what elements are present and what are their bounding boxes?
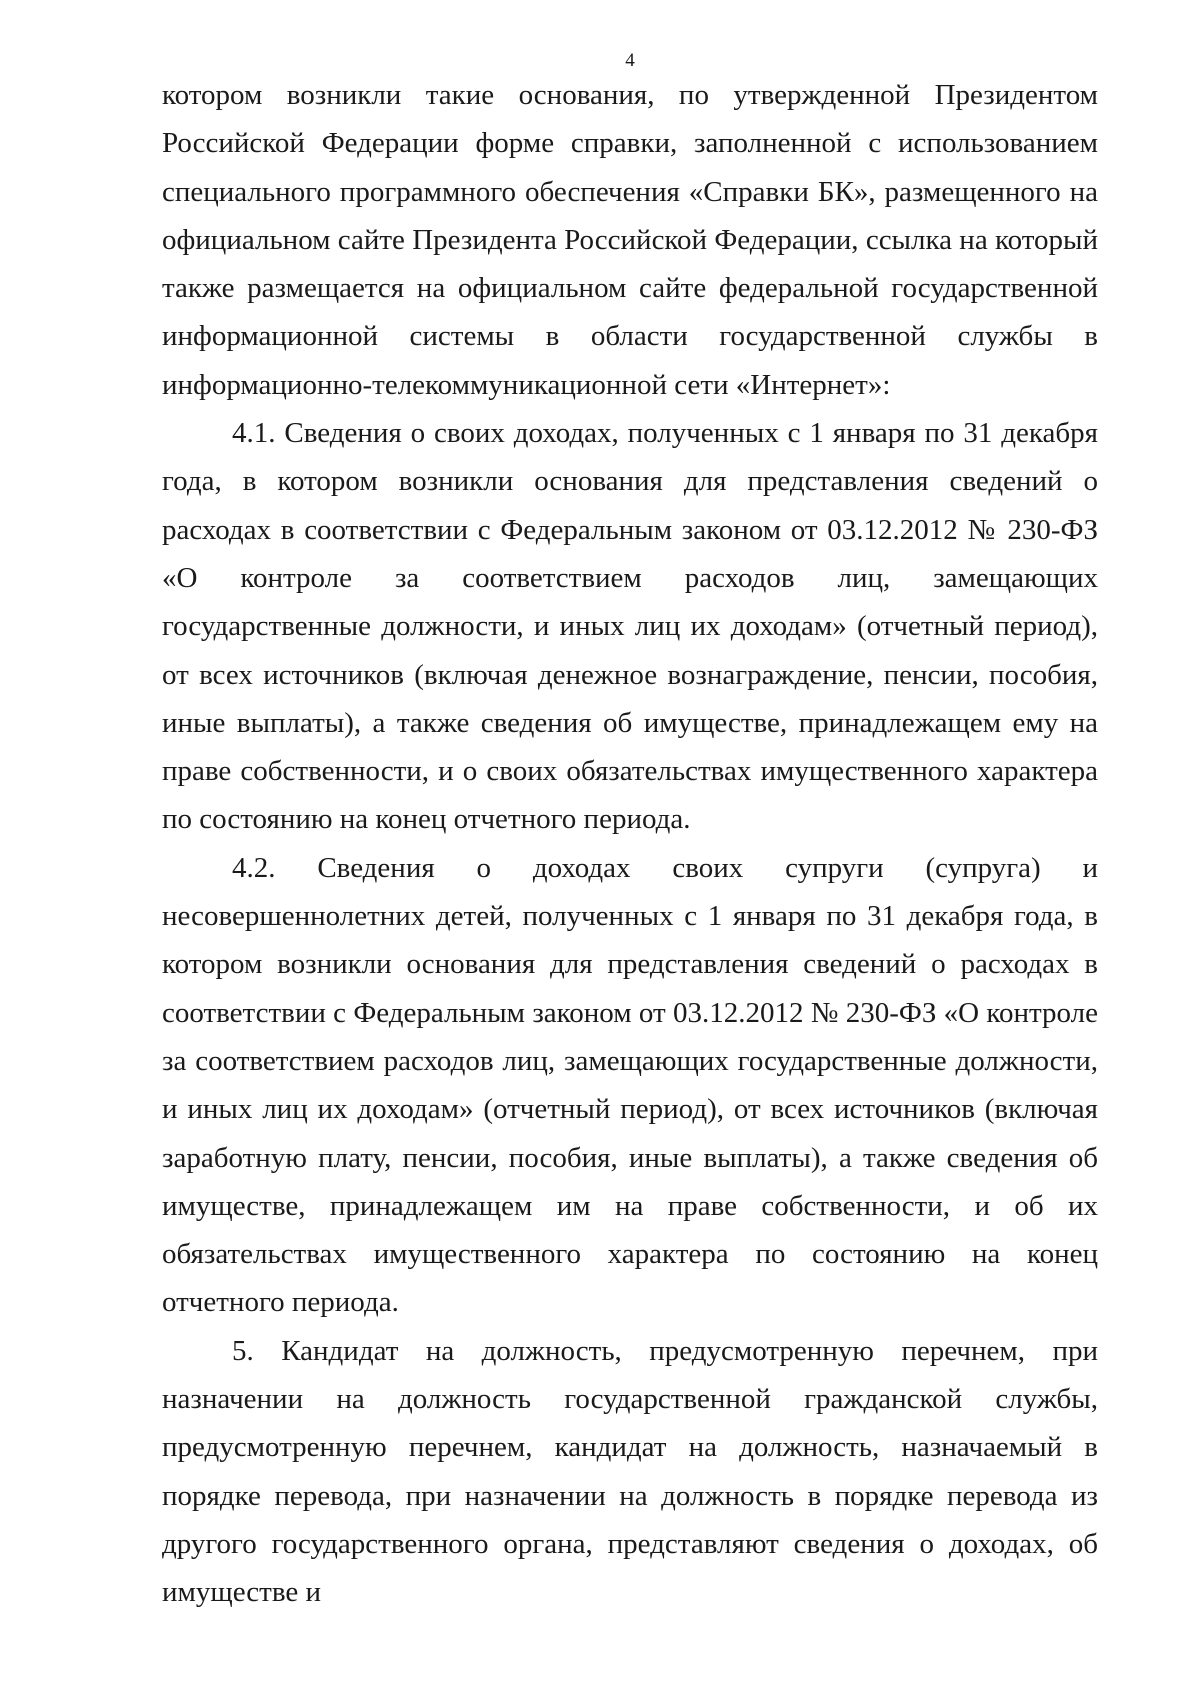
document-body — [162, 71, 1098, 1617]
page-number: 4 — [625, 50, 635, 71]
paragraph-4-1: 4.1. Сведения о своих доходах, полученных с 1 января по 31 декабря года, в котором возникли основания для представления сведений о расходах в соответствии с Федеральным законом от 03.12.2012 № 230-ФЗ «О контроле за соответствием расходов лиц, замещающих государственные должности, и иных лиц их доходам» (отчетный период), от всех источников (включая денежное вознаграждение, пенсии, пособия, иные выплаты), а также сведения об имуществе, принадлежащем ему на праве собственности, и о своих обязательствах имущественного характера по состоянию на конец отчетного периода. — [162, 417, 1098, 836]
paragraph-4-2: 4.2. Сведения о доходах своих супруги (супруга) и несовершеннолетних детей, полученных с 1 января по 31 декабря года, в котором возникли основания для представления сведений о расходах в соответствии с Федеральным законом от 03.12.2012 № 230-ФЗ «О контроле за соответствием расходов лиц, замещающих государственные должности, и иных лиц их доходам» (отчетный период), от всех источников (включая заработную плату, пенсии, пособия, иные выплаты), а также сведения об имуществе, принадлежащем им на праве собственности, и об их обязательствах имущественного характера по состоянию на конец отчетного периода. — [162, 851, 1098, 1319]
paragraph-continuation: котором возникли такие основания, по утвержденной Президентом Российской Федерации форме справки, заполненной с использованием специального программного обеспечения «Справки БК», размещенного на официальном сайте Президента Российской Федерации, ссылка на который также размещается на официальном сайте федеральной государственной информационной системы в области государственной службы в информационно-телекоммуникационной сети «Интернет»: — [162, 79, 1098, 401]
paragraph-5: 5. Кандидат на должность, предусмотренную перечнем, при назначении на должность государственной гражданской службы, предусмотренную перечнем, кандидат на должность, назначаемый в порядке перевода, при назначении на должность в порядке перевода из другого государственного органа, представляют сведения о доходах, об имуществе и — [162, 1334, 1098, 1609]
